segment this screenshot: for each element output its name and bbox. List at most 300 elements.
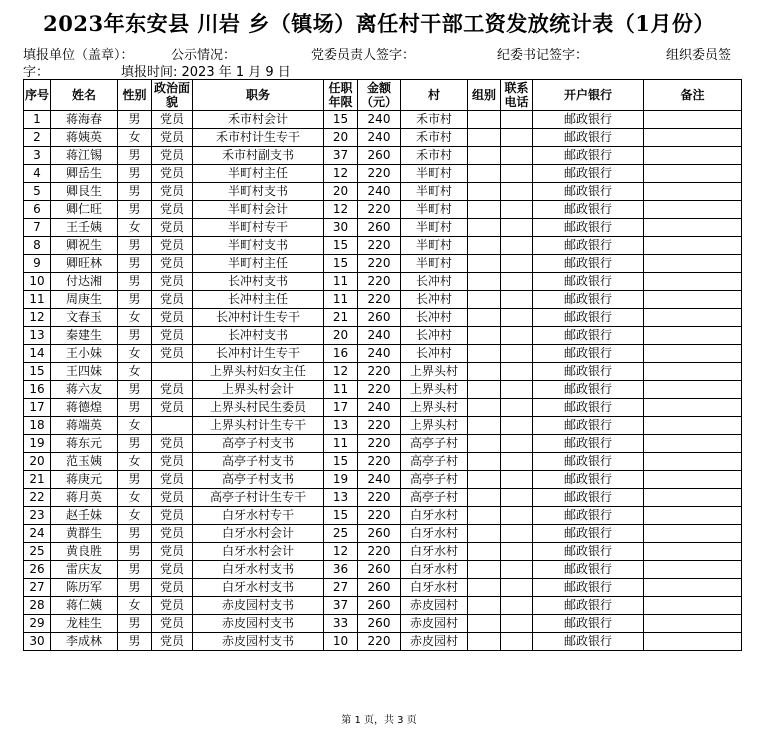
cell-position: 白牙水村支书 — [193, 579, 324, 597]
cell-years: 12 — [324, 363, 358, 381]
cell-political-status: 党员 — [152, 147, 193, 165]
cell-amount: 220 — [358, 507, 401, 525]
page-footer: 第 1 页，共 3 页 — [341, 715, 417, 726]
cell-index: 12 — [24, 309, 51, 327]
cell-years: 25 — [324, 525, 358, 543]
cell-bank: 邮政银行 — [533, 165, 644, 183]
cell-remarks — [644, 291, 742, 309]
cell-amount: 220 — [358, 291, 401, 309]
cell-political-status: 党员 — [152, 291, 193, 309]
cell-gender: 女 — [118, 363, 152, 381]
cell-village: 半町村 — [401, 183, 468, 201]
cell-index: 5 — [24, 183, 51, 201]
cell-phone — [501, 345, 533, 363]
cell-position: 赤皮园村支书 — [193, 615, 324, 633]
table-row — [24, 273, 742, 291]
cell-remarks — [644, 525, 742, 543]
cell-phone — [501, 237, 533, 255]
cell-village: 赤皮园村 — [401, 597, 468, 615]
cell-political-status: 党员 — [152, 255, 193, 273]
cell-remarks — [644, 399, 742, 417]
cell-group — [468, 489, 501, 507]
cell-years: 15 — [324, 111, 358, 129]
table-row — [24, 507, 742, 525]
cell-remarks — [644, 489, 742, 507]
cell-amount: 240 — [358, 471, 401, 489]
cell-position: 禾市村计生专干 — [193, 129, 324, 147]
cell-village: 半町村 — [401, 165, 468, 183]
table-row — [24, 309, 742, 327]
table-row — [24, 183, 742, 201]
cell-index: 9 — [24, 255, 51, 273]
cell-political-status: 党员 — [152, 579, 193, 597]
cell-years: 36 — [324, 561, 358, 579]
cell-amount: 260 — [358, 525, 401, 543]
cell-gender: 男 — [118, 633, 152, 651]
cell-phone — [501, 111, 533, 129]
table-row — [24, 399, 742, 417]
cell-phone — [501, 147, 533, 165]
header-village: 村 — [401, 80, 468, 111]
cell-phone — [501, 363, 533, 381]
cell-amount: 260 — [358, 615, 401, 633]
cell-amount: 240 — [358, 111, 401, 129]
cell-village: 上界头村 — [401, 363, 468, 381]
cell-amount: 240 — [358, 183, 401, 201]
cell-years: 13 — [324, 489, 358, 507]
cell-village: 高亭子村 — [401, 453, 468, 471]
cell-bank: 邮政银行 — [533, 219, 644, 237]
cell-gender: 男 — [118, 471, 152, 489]
header-index: 序号 — [24, 80, 51, 111]
cell-years: 19 — [324, 471, 358, 489]
cell-group — [468, 633, 501, 651]
cell-remarks — [644, 237, 742, 255]
header-position: 职务 — [193, 80, 324, 111]
cell-gender: 女 — [118, 129, 152, 147]
cell-position: 禾市村副支书 — [193, 147, 324, 165]
cell-group — [468, 381, 501, 399]
cell-political-status: 党员 — [152, 633, 193, 651]
cell-years: 10 — [324, 633, 358, 651]
cell-name: 蒋东元 — [51, 435, 118, 453]
page-title: 2023年东安县 川岩 乡（镇场）离任村干部工资发放统计表（1月份） — [43, 11, 715, 36]
cell-amount: 260 — [358, 579, 401, 597]
cell-amount: 220 — [358, 201, 401, 219]
cell-group — [468, 219, 501, 237]
cell-index: 16 — [24, 381, 51, 399]
cell-name: 黄群生 — [51, 525, 118, 543]
cell-village: 白牙水村 — [401, 561, 468, 579]
cell-gender: 女 — [118, 345, 152, 363]
cell-position: 白牙水村会计 — [193, 525, 324, 543]
cell-years: 12 — [324, 543, 358, 561]
cell-bank: 邮政银行 — [533, 597, 644, 615]
fill-time-label: 填报时间: 2023 年 1 月 9 日 — [121, 65, 291, 80]
cell-phone — [501, 399, 533, 417]
cell-phone — [501, 507, 533, 525]
cell-group — [468, 525, 501, 543]
cell-index: 28 — [24, 597, 51, 615]
cell-gender: 男 — [118, 327, 152, 345]
header-amount: 金额（元） — [358, 80, 401, 111]
cell-village: 长冲村 — [401, 273, 468, 291]
cell-bank: 邮政银行 — [533, 129, 644, 147]
cell-phone — [501, 201, 533, 219]
cell-group — [468, 453, 501, 471]
cell-gender: 男 — [118, 201, 152, 219]
cell-bank: 邮政银行 — [533, 255, 644, 273]
cell-years: 15 — [324, 453, 358, 471]
cell-village: 白牙水村 — [401, 543, 468, 561]
header-bank: 开户银行 — [533, 80, 644, 111]
cell-gender: 男 — [118, 579, 152, 597]
cell-remarks — [644, 561, 742, 579]
cell-remarks — [644, 147, 742, 165]
table-row — [24, 201, 742, 219]
cell-amount: 220 — [358, 489, 401, 507]
cell-phone — [501, 453, 533, 471]
table-row — [24, 453, 742, 471]
table-row — [24, 579, 742, 597]
cell-years: 15 — [324, 507, 358, 525]
cell-amount: 240 — [358, 345, 401, 363]
cell-gender: 男 — [118, 615, 152, 633]
cell-position: 赤皮园村支书 — [193, 633, 324, 651]
cell-amount: 220 — [358, 633, 401, 651]
cell-index: 8 — [24, 237, 51, 255]
cell-remarks — [644, 255, 742, 273]
cell-village: 禾市村 — [401, 111, 468, 129]
cell-group — [468, 561, 501, 579]
cell-village: 长冲村 — [401, 291, 468, 309]
cell-years: 20 — [324, 183, 358, 201]
cell-village: 禾市村 — [401, 147, 468, 165]
cell-index: 3 — [24, 147, 51, 165]
cell-name: 卿旺林 — [51, 255, 118, 273]
cell-political-status: 党员 — [152, 453, 193, 471]
cell-gender: 女 — [118, 219, 152, 237]
cell-name: 蒋海春 — [51, 111, 118, 129]
cell-bank: 邮政银行 — [533, 561, 644, 579]
cell-village: 高亭子村 — [401, 471, 468, 489]
cell-village: 高亭子村 — [401, 435, 468, 453]
cell-bank: 邮政银行 — [533, 237, 644, 255]
cell-remarks — [644, 219, 742, 237]
cell-position: 长冲村支书 — [193, 273, 324, 291]
cell-phone — [501, 489, 533, 507]
cell-phone — [501, 129, 533, 147]
cell-village: 长冲村 — [401, 309, 468, 327]
cell-village: 上界头村 — [401, 381, 468, 399]
cell-years: 16 — [324, 345, 358, 363]
cell-years: 27 — [324, 579, 358, 597]
cell-phone — [501, 615, 533, 633]
cell-gender: 女 — [118, 597, 152, 615]
cell-position: 半町村主任 — [193, 165, 324, 183]
cell-political-status: 党员 — [152, 525, 193, 543]
table-row — [24, 147, 742, 165]
cell-gender: 男 — [118, 561, 152, 579]
cell-phone — [501, 435, 533, 453]
cell-group — [468, 417, 501, 435]
cell-index: 27 — [24, 579, 51, 597]
cell-position: 赤皮园村支书 — [193, 597, 324, 615]
cell-amount: 220 — [358, 543, 401, 561]
table-row — [24, 561, 742, 579]
cell-political-status: 党员 — [152, 561, 193, 579]
table-row — [24, 615, 742, 633]
header-remarks: 备注 — [644, 80, 742, 111]
cell-name: 蒋江锡 — [51, 147, 118, 165]
cell-index: 15 — [24, 363, 51, 381]
cell-group — [468, 111, 501, 129]
cell-gender: 男 — [118, 381, 152, 399]
cell-index: 17 — [24, 399, 51, 417]
cell-gender: 男 — [118, 273, 152, 291]
cell-phone — [501, 471, 533, 489]
cell-phone — [501, 273, 533, 291]
cell-remarks — [644, 165, 742, 183]
cell-group — [468, 363, 501, 381]
cell-name: 蒋姨英 — [51, 129, 118, 147]
cell-bank: 邮政银行 — [533, 201, 644, 219]
cell-gender: 男 — [118, 255, 152, 273]
cell-village: 赤皮园村 — [401, 615, 468, 633]
cell-amount: 240 — [358, 129, 401, 147]
cell-position: 长冲村计生专干 — [193, 309, 324, 327]
cell-years: 30 — [324, 219, 358, 237]
cell-gender: 男 — [118, 543, 152, 561]
cell-village: 高亭子村 — [401, 489, 468, 507]
cell-index: 21 — [24, 471, 51, 489]
cell-index: 2 — [24, 129, 51, 147]
cell-political-status: 党员 — [152, 615, 193, 633]
cell-name: 周庚生 — [51, 291, 118, 309]
cell-position: 禾市村会计 — [193, 111, 324, 129]
cell-political-status: 党员 — [152, 183, 193, 201]
cell-group — [468, 543, 501, 561]
cell-remarks — [644, 345, 742, 363]
cell-gender: 男 — [118, 183, 152, 201]
cell-political-status: 党员 — [152, 201, 193, 219]
cell-group — [468, 147, 501, 165]
cell-political-status: 党员 — [152, 543, 193, 561]
discipline-sign-label: 纪委书记签字： — [497, 48, 589, 63]
cell-years: 20 — [324, 129, 358, 147]
table-row — [24, 363, 742, 381]
cell-remarks — [644, 597, 742, 615]
notice-label: 公示情况： — [171, 48, 237, 63]
cell-group — [468, 165, 501, 183]
cell-index: 29 — [24, 615, 51, 633]
cell-phone — [501, 291, 533, 309]
cell-years: 11 — [324, 291, 358, 309]
cell-group — [468, 309, 501, 327]
cell-index: 26 — [24, 561, 51, 579]
cell-political-status: 党员 — [152, 597, 193, 615]
meta-line-1 — [23, 44, 741, 63]
cell-bank: 邮政银行 — [533, 453, 644, 471]
cell-group — [468, 291, 501, 309]
cell-name: 陈历军 — [51, 579, 118, 597]
cell-years: 15 — [324, 255, 358, 273]
cell-position: 半町村支书 — [193, 183, 324, 201]
cell-position: 半町村主任 — [193, 255, 324, 273]
cell-amount: 220 — [358, 435, 401, 453]
cell-amount: 220 — [358, 381, 401, 399]
cell-gender: 女 — [118, 309, 152, 327]
cell-political-status: 党员 — [152, 345, 193, 363]
cell-name: 卿祝生 — [51, 237, 118, 255]
cell-political-status: 党员 — [152, 165, 193, 183]
cell-position: 白牙水村会计 — [193, 543, 324, 561]
table-row — [24, 489, 742, 507]
cell-years: 20 — [324, 327, 358, 345]
table-row — [24, 435, 742, 453]
cell-index: 23 — [24, 507, 51, 525]
cell-index: 7 — [24, 219, 51, 237]
cell-name: 蒋庚元 — [51, 471, 118, 489]
table-row — [24, 237, 742, 255]
cell-group — [468, 255, 501, 273]
cell-remarks — [644, 183, 742, 201]
cell-political-status: 党员 — [152, 237, 193, 255]
cell-gender: 女 — [118, 507, 152, 525]
cell-bank: 邮政银行 — [533, 435, 644, 453]
cell-bank: 邮政银行 — [533, 327, 644, 345]
cell-index: 30 — [24, 633, 51, 651]
cell-bank: 邮政银行 — [533, 291, 644, 309]
table-row — [24, 165, 742, 183]
cell-amount: 220 — [358, 453, 401, 471]
cell-phone — [501, 255, 533, 273]
cell-remarks — [644, 111, 742, 129]
cell-group — [468, 183, 501, 201]
cell-bank: 邮政银行 — [533, 273, 644, 291]
cell-remarks — [644, 309, 742, 327]
cell-name: 王小妹 — [51, 345, 118, 363]
cell-bank: 邮政银行 — [533, 507, 644, 525]
cell-gender: 女 — [118, 417, 152, 435]
org-sign-label: 组织委员签 — [666, 48, 732, 63]
cell-group — [468, 399, 501, 417]
table-row — [24, 219, 742, 237]
cell-phone — [501, 219, 533, 237]
salary-table — [23, 79, 742, 651]
cell-bank: 邮政银行 — [533, 345, 644, 363]
cell-remarks — [644, 129, 742, 147]
meta-line-2 — [23, 61, 741, 80]
cell-bank: 邮政银行 — [533, 381, 644, 399]
cell-amount: 220 — [358, 363, 401, 381]
cell-index: 10 — [24, 273, 51, 291]
cell-years: 13 — [324, 417, 358, 435]
cell-index: 25 — [24, 543, 51, 561]
cell-village: 半町村 — [401, 255, 468, 273]
cell-remarks — [644, 507, 742, 525]
cell-political-status: 党员 — [152, 219, 193, 237]
cell-index: 19 — [24, 435, 51, 453]
cell-group — [468, 237, 501, 255]
table-body — [24, 111, 742, 651]
cell-index: 11 — [24, 291, 51, 309]
cell-political-status: 党员 — [152, 399, 193, 417]
cell-remarks — [644, 417, 742, 435]
cell-amount: 260 — [358, 561, 401, 579]
cell-phone — [501, 165, 533, 183]
cell-group — [468, 507, 501, 525]
cell-remarks — [644, 201, 742, 219]
cell-gender: 女 — [118, 453, 152, 471]
header-name: 姓名 — [51, 80, 118, 111]
header-group: 组别 — [468, 80, 501, 111]
cell-amount: 220 — [358, 273, 401, 291]
cell-remarks — [644, 633, 742, 651]
cell-phone — [501, 579, 533, 597]
party-sign-label: 党委员责人签字： — [311, 48, 416, 63]
cell-index: 18 — [24, 417, 51, 435]
cell-years: 15 — [324, 237, 358, 255]
cell-political-status: 党员 — [152, 111, 193, 129]
cell-name: 王壬姨 — [51, 219, 118, 237]
cell-name: 卿仁旺 — [51, 201, 118, 219]
cell-bank: 邮政银行 — [533, 111, 644, 129]
cell-phone — [501, 633, 533, 651]
cell-village: 长冲村 — [401, 327, 468, 345]
cell-name: 蒋六友 — [51, 381, 118, 399]
cell-name: 蒋仁姨 — [51, 597, 118, 615]
table-row — [24, 381, 742, 399]
cell-village: 半町村 — [401, 237, 468, 255]
table-row — [24, 525, 742, 543]
cell-group — [468, 327, 501, 345]
cell-village: 禾市村 — [401, 129, 468, 147]
cell-phone — [501, 597, 533, 615]
cell-amount: 220 — [358, 255, 401, 273]
cell-village: 半町村 — [401, 219, 468, 237]
cell-gender: 男 — [118, 237, 152, 255]
cell-index: 4 — [24, 165, 51, 183]
cell-position: 半町村专干 — [193, 219, 324, 237]
cell-phone — [501, 525, 533, 543]
cell-gender: 男 — [118, 399, 152, 417]
cell-years: 11 — [324, 381, 358, 399]
cell-remarks — [644, 453, 742, 471]
cell-remarks — [644, 363, 742, 381]
fill-unit-label: 填报单位（盖章）： — [23, 48, 134, 63]
cell-political-status: 党员 — [152, 435, 193, 453]
cell-index: 6 — [24, 201, 51, 219]
cell-years: 11 — [324, 273, 358, 291]
cell-phone — [501, 183, 533, 201]
table-header-row — [24, 80, 742, 111]
cell-phone — [501, 561, 533, 579]
sign-continuation: 字： — [23, 65, 50, 80]
cell-remarks — [644, 543, 742, 561]
cell-years: 33 — [324, 615, 358, 633]
cell-years: 37 — [324, 147, 358, 165]
cell-position: 上界头村民生委员 — [193, 399, 324, 417]
cell-name: 王四妹 — [51, 363, 118, 381]
cell-gender: 男 — [118, 111, 152, 129]
cell-gender: 男 — [118, 435, 152, 453]
table-row — [24, 255, 742, 273]
cell-village: 上界头村 — [401, 417, 468, 435]
cell-remarks — [644, 471, 742, 489]
cell-position: 长冲村计生专干 — [193, 345, 324, 363]
cell-bank: 邮政银行 — [533, 579, 644, 597]
